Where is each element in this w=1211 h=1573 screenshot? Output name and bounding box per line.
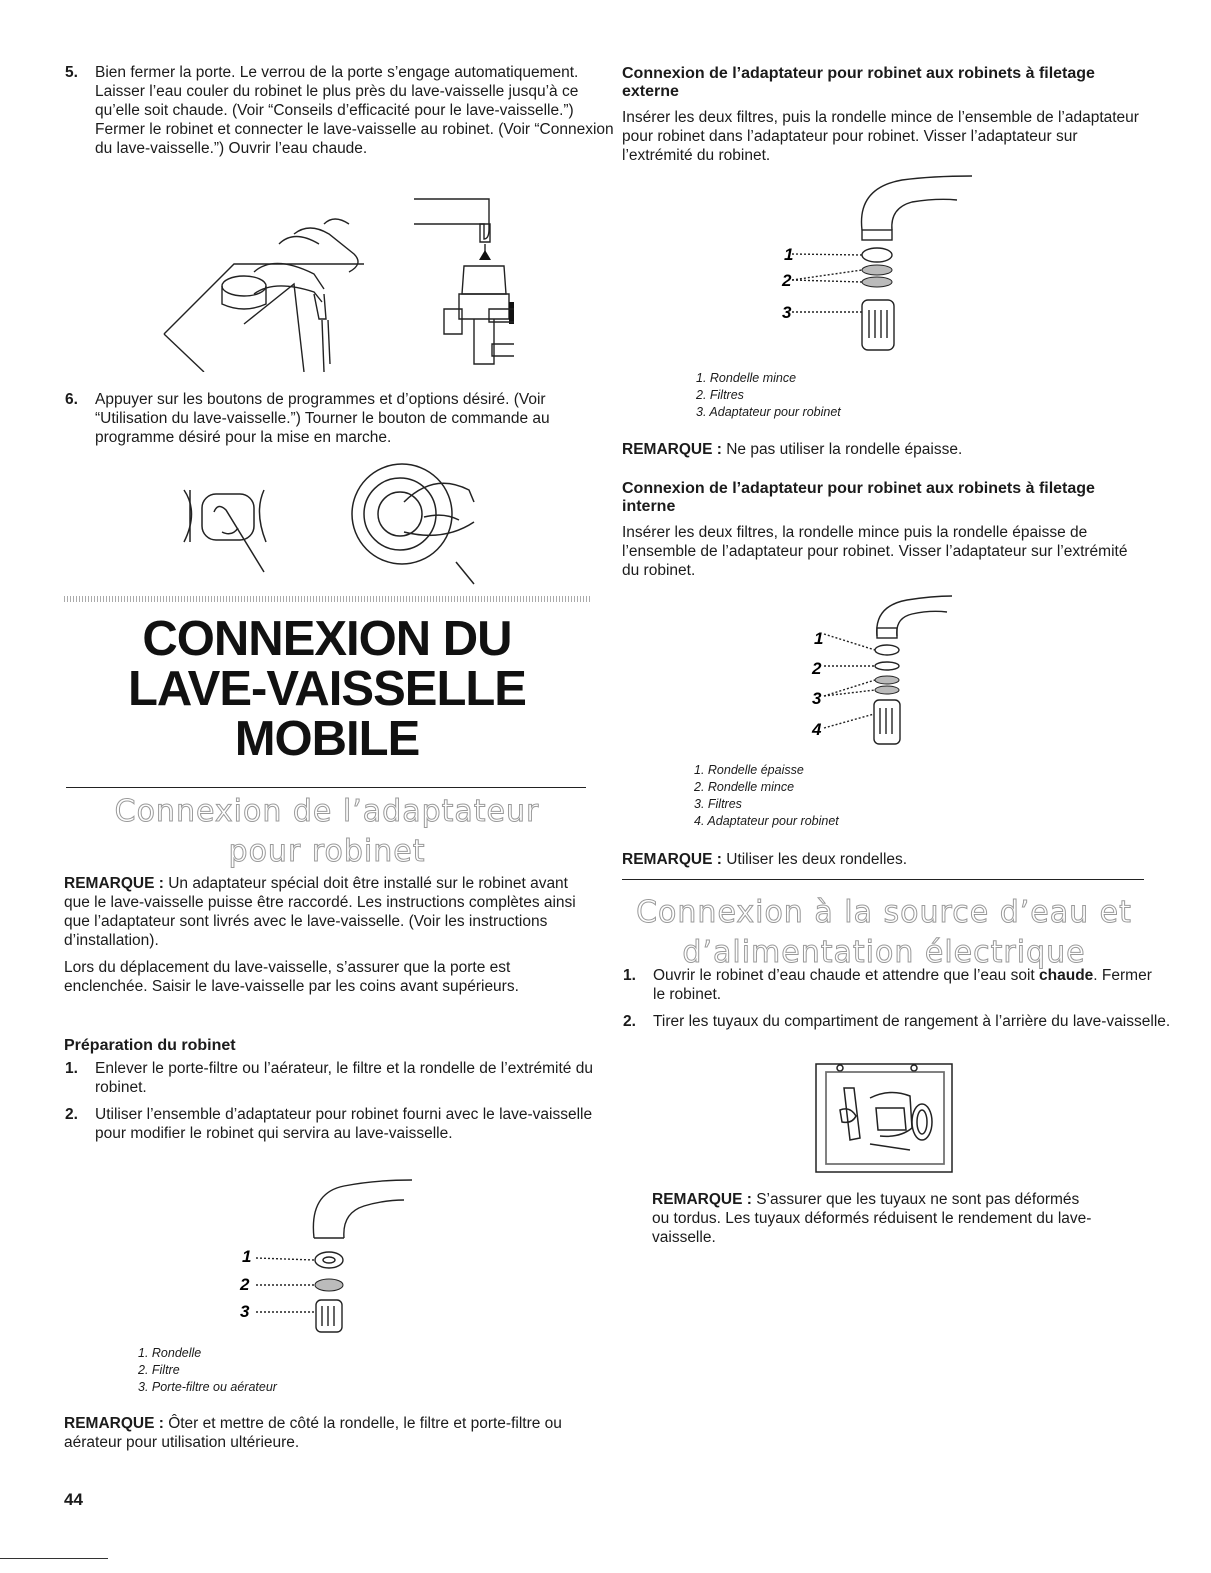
corner-rule	[0, 1558, 108, 1559]
figure-number: 1	[784, 245, 794, 264]
connect-step-1	[622, 966, 1153, 1004]
step-number: 1.	[623, 967, 636, 984]
figure-number: 1	[814, 629, 824, 648]
step-text: Appuyer sur les boutons de programmes et d’options désiré. (Voir “Utilisation du lave-vaisselle.”) Tourner le bouton de commande au programme désiré pour la mise en marche.	[95, 391, 550, 446]
section-heading-line-2: pour robinet	[228, 834, 426, 869]
dotted-divider	[64, 596, 590, 602]
subheading-internal-thread: Connexion de l’adaptateur pour robinet aux robinets à filetage interne	[622, 480, 1095, 515]
note-thick-washer	[622, 440, 1142, 459]
legend-item: 1. Rondelle mince	[696, 371, 797, 385]
prep-step-2	[64, 1105, 601, 1143]
step-text: Tirer les tuyaux du compartiment de rangement à l’arrière du lave-vaisselle.	[653, 1013, 1171, 1030]
figure-number: 2	[782, 271, 792, 290]
step-text	[653, 966, 1153, 1004]
figure-number: 1	[242, 1247, 252, 1266]
step-5	[64, 63, 615, 158]
page-number: 44	[64, 1490, 83, 1509]
note-label: REMARQUE :	[64, 1415, 164, 1432]
control-knob-illustration	[174, 462, 504, 590]
note-keep-parts	[64, 1414, 590, 1452]
hose-compartment-figure	[810, 1058, 960, 1178]
internal-thread-figure	[802, 588, 962, 750]
horizontal-rule	[66, 787, 586, 788]
step-number: 5.	[65, 64, 78, 81]
connect-step-2	[622, 1012, 1173, 1031]
legend-item: 3. Porte-filtre ou aérateur	[138, 1380, 277, 1394]
internal-thread-legend	[694, 762, 839, 830]
figure-number: 3	[782, 303, 792, 322]
note-text: S’assurer que les tuyaux ne sont pas déformés ou tordus. Les tuyaux déformés réduisent le rendement du lave-vaisselle.	[652, 1191, 1092, 1246]
prep-step-1	[64, 1059, 595, 1097]
step-6	[64, 390, 615, 447]
paragraph-external-thread: Insérer les deux filtres, puis la rondelle mince de l’ensemble de l’adaptateur pour robinet dans l’adaptateur pour robinet. Visser l’adaptateur sur l’extrémité du robinet.	[622, 109, 1139, 164]
section-heading-line-1: Connexion à la source d’eau et	[636, 895, 1132, 930]
step-text-part: Ouvrir le robinet d’eau chaude et attendre que l’eau soit	[653, 967, 1040, 984]
note-label: REMARQUE :	[652, 1191, 752, 1208]
note-text: Un adaptateur spécial doit être installé sur le robinet avant que le lave-vaisselle puisse être raccordé. Les instructions complètes ainsi que l’adaptateur sont livrés avec le lave-vaisselle. (Voir les instructions d’installation).	[64, 875, 576, 949]
legend-item: 1. Rondelle épaisse	[694, 763, 804, 777]
step-text: Enlever le porte-filtre ou l’aérateur, le filtre et la rondelle de l’extrémité du robinet.	[95, 1060, 593, 1096]
legend-item: 2. Filtres	[696, 388, 744, 402]
subheading-external-thread: Connexion de l’adaptateur pour robinet aux robinets à filetage externe	[622, 65, 1095, 100]
step-number: 2.	[623, 1013, 636, 1030]
note-text: Ôter et mettre de côté la rondelle, le filtre et porte-filtre ou aérateur pour utilisation ultérieure.	[64, 1415, 562, 1451]
section-heading-line-1: Connexion de l’adaptateur	[114, 794, 540, 829]
legend-item: 2. Rondelle mince	[694, 780, 795, 794]
big-title-line-1: CONNEXION DU	[142, 612, 512, 666]
note-label: REMARQUE :	[622, 441, 722, 458]
big-title-line-3: MOBILE	[234, 712, 420, 766]
faucet-hands-illustration	[144, 194, 514, 372]
note-adapter	[64, 874, 586, 950]
figure-number: 2	[240, 1275, 250, 1294]
section-heading	[622, 893, 1146, 973]
big-title-line-2: LAVE-VAISSELLE	[127, 662, 526, 716]
subheading-prep: Préparation du robinet	[64, 1037, 236, 1054]
horizontal-rule	[622, 879, 1144, 880]
legend-item: 3. Filtres	[694, 797, 742, 811]
note-hoses	[652, 1190, 1092, 1247]
note-label: REMARQUE :	[64, 875, 164, 892]
section-heading	[64, 792, 590, 872]
paragraph-move: Lors du déplacement du lave-vaisselle, s’assurer que la porte est enclenchée. Saisir le lave-vaisselle par les coins avant supérieurs.	[64, 959, 519, 995]
note-text: Ne pas utiliser la rondelle épaisse.	[721, 441, 963, 458]
step-number: 2.	[65, 1106, 78, 1123]
figure-number: 2	[812, 659, 822, 678]
figure-number: 3	[812, 689, 822, 708]
paragraph-internal-thread: Insérer les deux filtres, la rondelle mince puis la rondelle épaisse de l’ensemble de l’adaptateur pour robinet. Visser l’adaptateur sur l’extrémité du robinet.	[622, 524, 1128, 579]
section-heading-line-2: d’alimentation électrique	[682, 935, 1086, 970]
step-text-part: . Fermer le robinet.	[653, 967, 1152, 1003]
figure-legend	[138, 1345, 277, 1396]
figure-number: 4	[812, 720, 822, 739]
legend-item: 1. Rondelle	[138, 1346, 202, 1360]
note-both-washers	[622, 850, 1142, 869]
faucet-parts-figure	[234, 1168, 434, 1343]
external-thread-legend	[696, 370, 841, 421]
step-text: Utiliser l’ensemble d’adaptateur pour robinet fourni avec le lave-vaisselle pour modifier le robinet qui servira au lave-vaisselle.	[95, 1106, 593, 1142]
external-thread-figure	[762, 170, 982, 362]
legend-item: 3. Adaptateur pour robinet	[696, 405, 841, 419]
step-text: Bien fermer la porte. Le verrou de la porte s’engage automatiquement. Laisser l’eau couler du robinet le plus près du lave-vaisselle jusqu’à ce qu’elle soit chaude. (Voir “Conseils d’efficacité pour le lave-vaisselle.”) Fermer le robinet et connecter le lave-vaisselle au robinet. (Voir “Connexion du lave-vaisselle.”) Ouvrir l’eau chaude.	[95, 64, 614, 157]
step-text-bold: chaude	[1039, 967, 1094, 984]
note-label: REMARQUE :	[622, 851, 722, 868]
note-text: Utiliser les deux rondelles.	[721, 851, 908, 868]
figure-number: 3	[240, 1302, 250, 1321]
legend-item: 2. Filtre	[138, 1363, 180, 1377]
legend-item: 4. Adaptateur pour robinet	[694, 814, 839, 828]
step-number: 1.	[65, 1060, 78, 1077]
step-number: 6.	[65, 391, 78, 408]
